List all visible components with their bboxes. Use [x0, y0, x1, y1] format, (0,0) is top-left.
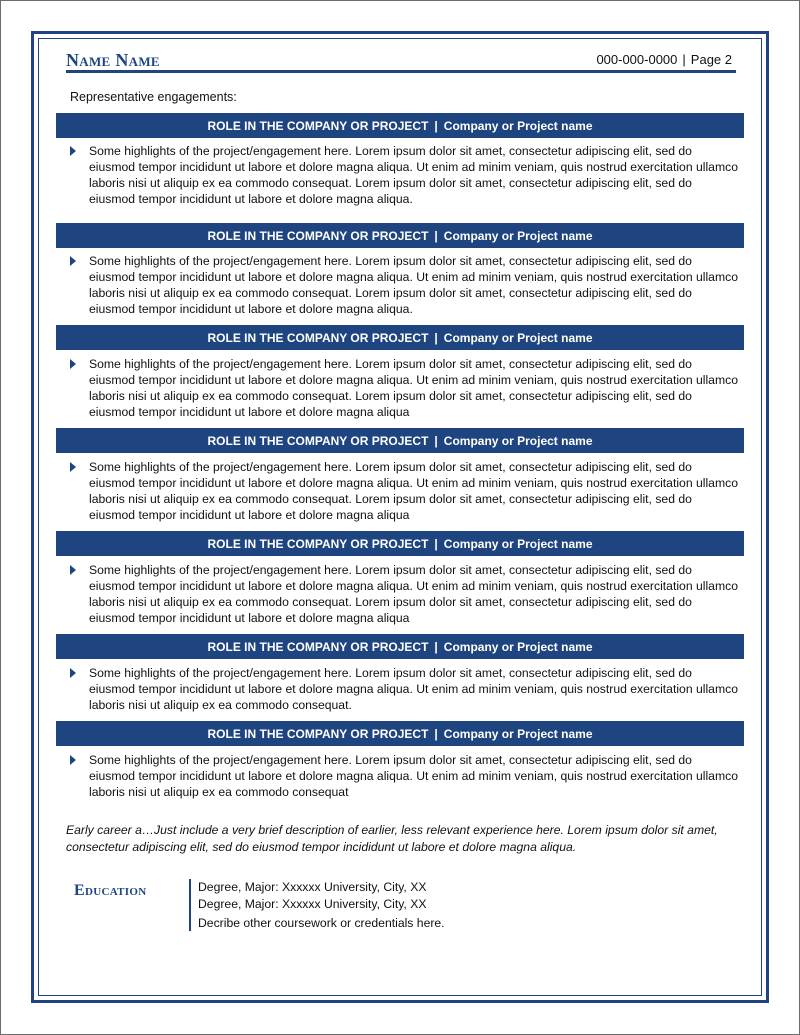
triangle-bullet-icon	[70, 146, 76, 156]
header-rule	[66, 70, 736, 73]
role-title: ROLE IN THE COMPANY OR PROJECT	[207, 433, 429, 448]
intro-label: Representative engagements:	[70, 90, 237, 104]
company-name: Company or Project name	[443, 639, 593, 654]
company-name: Company or Project name	[443, 726, 593, 741]
role-bar	[56, 223, 744, 248]
highlight-text: Some highlights of the project/engagement here. Lorem ipsum dolor sit amet, consectetur adipiscing elit, sed do eiusmod tempor incididunt ut labore et dolore magna aliqua. Ut enim ad minim veniam, quis nostrud exercitation ullamco laboris nisi ut aliquip ex ea commodo consequat. Lorem ipsum dolor sit amet, consectetur adipiscing elit, sed do eiusmod tempor incididunt ut labore et dolore magna aliqua	[89, 460, 738, 522]
triangle-bullet-icon	[70, 256, 76, 266]
role-bar	[56, 634, 744, 659]
role-separator: |	[434, 433, 438, 448]
role-bar	[56, 721, 744, 746]
highlight-text: Some highlights of the project/engagement here. Lorem ipsum dolor sit amet, consectetur adipiscing elit, sed do eiusmod tempor incididunt ut labore et dolore magna aliqua. Ut enim ad minim veniam, quis nostrud exercitation ullamco laboris nisi ut aliquip ex ea commodo consequat	[89, 753, 738, 799]
role-separator: |	[434, 639, 438, 654]
company-name: Company or Project name	[443, 536, 593, 551]
education-degree: Degree, Major: Xxxxxx University, City, XX	[198, 880, 427, 894]
triangle-bullet-icon	[70, 359, 76, 369]
company-name: Company or Project name	[443, 228, 593, 243]
highlight-bullet	[89, 143, 739, 207]
highlight-bullet	[89, 665, 739, 713]
company-name: Company or Project name	[443, 433, 593, 448]
highlight-bullet	[89, 459, 739, 523]
early-career-note: Early career a…Just include a very brief description of earlier, less relevant experience here. Lorem ipsum dolor sit amet, consectetur adipiscing elit, sed do eiusmod tempor incididunt ut labore et dolore magna aliqua.	[66, 823, 718, 854]
highlight-text: Some highlights of the project/engagement here. Lorem ipsum dolor sit amet, consectetur adipiscing elit, sed do eiusmod tempor incididunt ut labore et dolore magna aliqua. Ut enim ad minim veniam, quis nostrud exercitation ullamco laboris nisi ut aliquip ex ea commodo consequat. Lorem ipsum dolor sit amet, consectetur adipiscing elit, sed do eiusmod tempor incididunt ut labore et dolore magna aliqua	[89, 563, 738, 625]
role-bar	[56, 428, 744, 453]
highlight-bullet	[89, 356, 739, 420]
role-title: ROLE IN THE COMPANY OR PROJECT	[207, 536, 429, 551]
education-degree: Degree, Major: Xxxxxx University, City, XX	[198, 897, 427, 911]
contact-and-page	[596, 52, 732, 67]
role-title: ROLE IN THE COMPANY OR PROJECT	[207, 639, 429, 654]
triangle-bullet-icon	[70, 462, 76, 472]
education-heading: Education	[74, 882, 147, 899]
role-separator: |	[434, 228, 438, 243]
role-title: ROLE IN THE COMPANY OR PROJECT	[207, 228, 429, 243]
role-separator: |	[434, 726, 438, 741]
company-name: Company or Project name	[443, 330, 593, 345]
role-bar	[56, 113, 744, 138]
triangle-bullet-icon	[70, 668, 76, 678]
role-title: ROLE IN THE COMPANY OR PROJECT	[207, 118, 429, 133]
triangle-bullet-icon	[70, 755, 76, 765]
highlight-text: Some highlights of the project/engagement here. Lorem ipsum dolor sit amet, consectetur adipiscing elit, sed do eiusmod tempor incididunt ut labore et dolore magna aliqua. Ut enim ad minim veniam, quis nostrud exercitation ullamco laboris nisi ut aliquip ex ea commodo consequat. Lorem ipsum dolor sit amet, consectetur adipiscing elit, sed do eiusmod tempor incididunt ut labore et dolore magna aliqua.	[89, 144, 738, 206]
highlight-bullet	[89, 253, 739, 317]
page-header	[66, 50, 736, 72]
role-bar	[56, 325, 744, 350]
company-name: Company or Project name	[443, 118, 593, 133]
highlight-text: Some highlights of the project/engagement here. Lorem ipsum dolor sit amet, consectetur adipiscing elit, sed do eiusmod tempor incididunt ut labore et dolore magna aliqua. Ut enim ad minim veniam, quis nostrud exercitation ullamco laboris nisi ut aliquip ex ea commodo consequat. Lorem ipsum dolor sit amet, consectetur adipiscing elit, sed do eiusmod tempor incididunt ut labore et dolore magna aliqua	[89, 357, 738, 419]
role-separator: |	[434, 118, 438, 133]
highlight-text: Some highlights of the project/engagement here. Lorem ipsum dolor sit amet, consectetur adipiscing elit, sed do eiusmod tempor incididunt ut labore et dolore magna aliqua. Ut enim ad minim veniam, quis nostrud exercitation ullamco laboris nisi ut aliquip ex ea commodo consequat.	[89, 666, 738, 712]
role-title: ROLE IN THE COMPANY OR PROJECT	[207, 330, 429, 345]
highlight-bullet	[89, 562, 739, 626]
role-bar	[56, 531, 744, 556]
role-separator: |	[434, 536, 438, 551]
role-title: ROLE IN THE COMPANY OR PROJECT	[207, 726, 429, 741]
triangle-bullet-icon	[70, 565, 76, 575]
highlight-text: Some highlights of the project/engagement here. Lorem ipsum dolor sit amet, consectetur adipiscing elit, sed do eiusmod tempor incididunt ut labore et dolore magna aliqua. Ut enim ad minim veniam, quis nostrud exercitation ullamco laboris nisi ut aliquip ex ea commodo consequat. Lorem ipsum dolor sit amet, consectetur adipiscing elit, sed do eiusmod tempor incididunt ut labore et dolore magna aliqua.	[89, 254, 738, 316]
role-separator: |	[434, 330, 438, 345]
highlight-bullet	[89, 752, 739, 800]
education-coursework: Decribe other coursework or credentials here.	[198, 916, 445, 930]
header-separator: |	[682, 52, 686, 67]
education-divider	[189, 879, 191, 931]
page-number: Page 2	[690, 52, 732, 67]
candidate-name: Name Name	[66, 50, 160, 70]
phone-number: 000-000-0000	[596, 52, 678, 67]
